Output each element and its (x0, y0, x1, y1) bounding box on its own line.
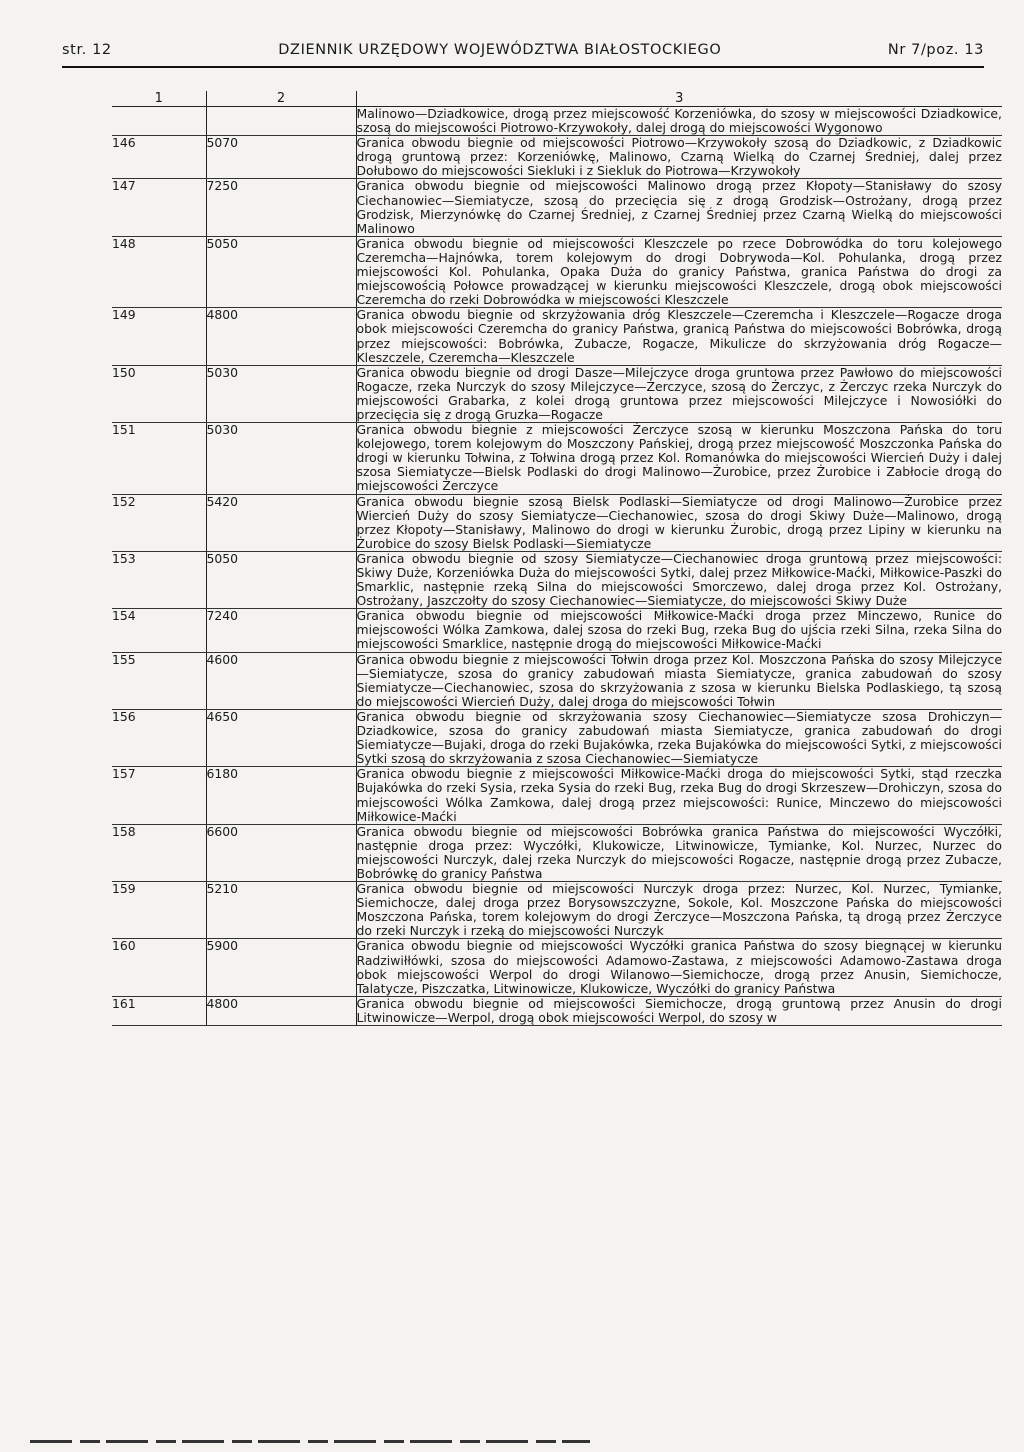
row-area: 4800 (206, 996, 356, 1025)
row-number: 150 (112, 365, 206, 422)
row-description: Granica obwodu biegnie z miejscowości Żerczyce szosą w kierunku Moszczona Pańska do toru kolejowego, torem kolejowym do Moszczony Pańskiej, drogą przez miejscowość Moszczonka Pańska do drogi w kierunku Tołwina, z Tołwina drogą przez Kol. Romanówka do miejscowości Wiercień Duży i dalej szosa Siemiatycze—Bielsk Podlaski do drogi Malinowo—Żurobice, przez Żurobice i Zabłocie drogą do miejscowości Żerczyce (356, 422, 1002, 494)
bottom-margin-marks (30, 1440, 590, 1443)
table-row (112, 365, 1002, 422)
row-number: 157 (112, 767, 206, 824)
row-number: 152 (112, 494, 206, 551)
table-row (112, 996, 1002, 1025)
table-row (112, 652, 1002, 709)
column-header-number: 1 (112, 91, 206, 107)
page-number: str. 12 (62, 42, 112, 58)
table-row (112, 308, 1002, 365)
table-row (112, 136, 1002, 179)
row-description: Granica obwodu biegnie od drogi Dasze—Milejczyce droga gruntowa przez Pawłowo do miejscowości Rogacze, rzeka Nurczyk do szosy Milejczyce—Żerczyce, szosą do Żerczyc, z Żerczyc rzeka Nurczyk do miejscowości Grabarka, z kolei drogą gruntowa przez miejscowości Milejczyce i Nowosiółki do przecięcia się z drogą Gruzka—Rogacze (356, 364, 1002, 422)
row-area: 5070 (206, 136, 356, 179)
row-area: 5030 (206, 365, 356, 422)
row-area: 6600 (206, 824, 356, 881)
row-number: 146 (112, 136, 206, 179)
table-row (112, 609, 1002, 652)
district-table (112, 91, 1002, 1026)
table-row (112, 423, 1002, 494)
row-area: 5210 (206, 882, 356, 939)
table-body (112, 107, 1002, 1026)
row-number: 159 (112, 882, 206, 939)
row-number: 155 (112, 652, 206, 709)
row-area: 5050 (206, 236, 356, 307)
row-area: 7240 (206, 609, 356, 652)
row-area: 4800 (206, 308, 356, 365)
table-row (112, 179, 1002, 236)
row-description: Granica obwodu biegnie od skrzyżowania dróg Kleszczele—Czeremcha i Kleszczele—Rogacze droga obok miejscowości Czeremcha do granicy Państwa, granicą Państwa do miejscowości Bobrówka, drogą przez miejscowości: Bobrówka, Zubacze, Rogacze, Mikulicze do skrzyżowania dróg Rogacze—Kleszczele, Czeremcha—Kleszczele (356, 307, 1002, 365)
column-header-description: 3 (356, 91, 1002, 107)
row-description: Granica obwodu biegnie z miejscowości Miłkowice-Maćki droga do miejscowości Sytki, stąd rzeczka Bujakówka do rzeki Sysia, rzeka Sysia do rzeki Bug, rzeka Bug do drogi Skrzeszew—Drohiczyn, szosa do miejscowości Wólka Zamkowa, dalej drogą przez miejscowości: Runice, Minczewo do miejscowości Miłkowice-Maćki (356, 766, 1002, 824)
table-row (112, 882, 1002, 939)
row-description: Granica obwodu biegnie od skrzyżowania szosy Ciechanowiec—Siemiatycze szosa Drohiczyn—Dziadkowice, szosa do granicy zabudowań miasta Siemiatycze, granica zabudowań do drogi Siemiatycze—Bujaki, droga do rzeki Bujakówka, rzeka Bujakówka do miejscowości Sytki, z miejscowości Sytki szosą do skrzyżowania z szosa Ciechanowiec—Siemiatycze (356, 708, 1002, 767)
row-number (112, 107, 206, 136)
row-area: 4600 (206, 652, 356, 709)
row-description: Malinowo—Dziadkowice, drogą przez miejscowość Korzeniówka, do szosy w miejscowości Dziadkowice, szosą do miejscowości Piotrowo-Krzywokoły, dalej drogą do miejscowości Wygonowo (356, 106, 1002, 136)
row-number: 154 (112, 609, 206, 652)
row-area: 5900 (206, 939, 356, 996)
row-area (206, 107, 356, 136)
row-description: Granica obwodu biegnie z miejscowości Tołwin droga przez Kol. Moszczona Pańska do szosy Milejczyce—Siemiatycze, szosa do granicy zabudowań miasta Siemiatycze, granica zabudowań do szosy Siemiatycze—Ciechanowiec, szosa do skrzyżowania z szosa w kierunku Bielska Podlaskiego, tą szosą do miejscowości Wiercień Duży, dalej droga do miejscowości Tołwin (356, 651, 1002, 709)
row-number: 147 (112, 179, 206, 236)
row-number: 153 (112, 551, 206, 608)
row-area: 7250 (206, 179, 356, 236)
row-description: Granica obwodu biegnie od miejscowości Siemichocze, drogą gruntową przez Anusin do drogi Litwinowicze—Werpol, drogą obok miejscowości Werpol, do szosy w (356, 995, 1002, 1025)
row-number: 156 (112, 709, 206, 766)
row-description: Granica obwodu biegnie szosą Bielsk Podlaski—Siemiatycze od drogi Malinowo—Żurobice przez Wiercień Duży do szosy Siemiatycze—Ciechanowiec, szosa do drogi Skiwy Duże—Malinowo, drogą przez Kłopoty—Stanisławy, Malinowo do drogi w kierunku Żurobic, drogą przez Lipiny w kierunku na Żurobice do szosy Bielsk Podlaski—Siemiatycze (356, 493, 1002, 551)
row-description: Granica obwodu biegnie od miejscowości Nurczyk droga przez: Nurzec, Kol. Nurzec, Tymianke, Siemichocze, dalej droga przez Borysowszczyzne, Sokole, Kol. Moszczone Pańska do miejscowości Moszczona Pańska, torem kolejowym do drogi Żerczyce—Moszczona Pańska, tą drogą przez Żerczyce do rzeki Nurczyk i rzeką do miejscowości Nurczyk (356, 881, 1002, 939)
row-description: Granica obwodu biegnie od miejscowości Piotrowo—Krzywokoły szosą do Dziadkowic, z Dziadkowic drogą gruntową przez: Korzeniówkę, Malinowo, Czarną Wielką do Czarnej Średniej, dalej przez Dołubowo do miejscowości Siekluki i z Siekluk do Piotrowa—Krzywokoły (356, 135, 1002, 179)
row-area: 5420 (206, 494, 356, 551)
table-row (112, 107, 1002, 136)
table-row (112, 767, 1002, 824)
table-row (112, 709, 1002, 766)
row-number: 160 (112, 939, 206, 996)
table-row (112, 236, 1002, 307)
header-rule (62, 66, 984, 68)
row-number: 161 (112, 996, 206, 1025)
row-number: 158 (112, 824, 206, 881)
running-head (62, 38, 984, 62)
table-row (112, 494, 1002, 551)
row-description: Granica obwodu biegnie od szosy Siemiatycze—Ciechanowiec droga gruntową przez miejscowości: Skiwy Duże, Korzeniówka Duża do miejscowości Sytki, dalej przez Miłkowice-Maćki, Miłkowice-Paszki do Smarklic, następnie rzeką Silna do miejscowości Smorczewo, dalej droga przez Kol. Ostrożany, Ostrożany, Jaszczołty do szosy Ciechanowiec—Siemiatycze, do miejscowości Skiwy Duże (356, 550, 1002, 609)
journal-title: DZIENNIK URZĘDOWY WOJEWÓDZTWA BIAŁOSTOCKIEGO (278, 42, 722, 58)
row-description: Granica obwodu biegnie od miejscowości Wyczółki granica Państwa do szosy biegnącej w kierunku Radziwiłłówki, szosa do miejscowości Adamowo-Zastawa, z miejscowości Adamowo-Zastawa droga obok miejscowości Werpol do drogi Wilanowo—Siemichocze, drogą przez Anusin, Siemichocze, Talatycze, Piszczatka, Litwinowicze, Klukowicze, Wyczółki do granicy Państwa (356, 938, 1002, 996)
row-area: 5050 (206, 551, 356, 608)
row-area: 6180 (206, 767, 356, 824)
row-description: Granica obwodu biegnie od miejscowości Bobrówka granica Państwa do miejscowości Wyczółki, następnie droga przez: Wyczółki, Klukowicze, Litwinowicze, Tymianke, Kol. Nurzec, Nurzec do miejscowości Nurczyk, dalej rzeka Nurczyk do miejscowości Rogacze, następnie drogą przez Zubacze, Bobrówkę do granicy Państwa (356, 823, 1002, 881)
table-row (112, 551, 1002, 608)
row-number: 151 (112, 423, 206, 494)
row-area: 5030 (206, 423, 356, 494)
issue-number: Nr 7/poz. 13 (887, 42, 984, 58)
row-description: Granica obwodu biegnie od miejscowości Kleszczele po rzece Dobrowódka do toru kolejowego Czeremcha—Hajnówka, torem kolejowym do drogi Dobrywoda—Kol. Pohulanka, drogą przez miejscowości Kol. Pohulanka, Opaka Duża do granicy Państwa, granica Państwa do drogi za miejscowością Połowce prowadzącej w kierunku miejscowości Kleszczele, drogą obok miejscowości Czeremcha do rzeki Dobrowódka w miejscowości Kleszczele (356, 235, 1002, 308)
table-header-row (112, 91, 1002, 107)
row-area: 4650 (206, 709, 356, 766)
column-header-area: 2 (206, 91, 356, 107)
table-row (112, 939, 1002, 996)
row-number: 148 (112, 236, 206, 307)
row-description: Granica obwodu biegnie od miejscowości Miłkowice-Maćki droga przez Minczewo, Runice do miejscowości Wólka Zamkowa, dalej szosa do rzeki Bug, rzeka Bug do ujścia rzeki Silna, rzeka Silna do miejscowości Smarklice, następnie drogą do miejscowości Miłkowice-Maćki (356, 608, 1002, 652)
row-number: 149 (112, 308, 206, 365)
table-row (112, 824, 1002, 881)
row-description: Granica obwodu biegnie od miejscowości Malinowo drogą przez Kłopoty—Stanisławy do szosy Ciechanowiec—Siemiatycze, szosą do przecięcia się z drogą Grodzisk—Ostrożany, drogą przez Grodzisk, Mierzynówkę do Czarnej Średniej, z Czarnej Średniej przez Czarną Wielką do miejscowości Malinowo (356, 178, 1002, 236)
